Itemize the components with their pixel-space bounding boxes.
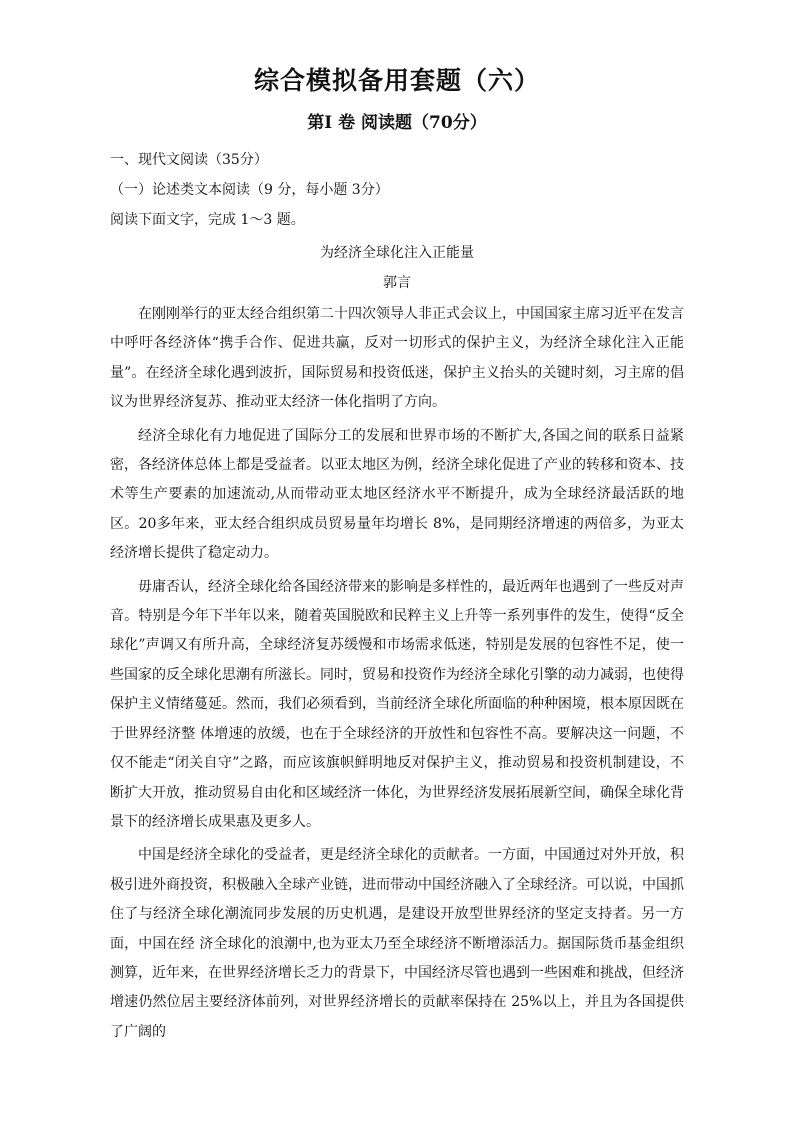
instruction-text: 阅读下面文字，完成 1～3 题。 [110, 212, 305, 228]
paragraph: 中国是经济全球化的受益者，更是经济全球化的贡献者。一方面，中国通过对外开放，积极引进外商投资，积极融入全球产业链，进而带动中国经济融入了全球经济。可以说，中国抓住了与经济全球化潮流同步发展的历史机遇，是建设开放型世界经济的坚定支持者。另一方面，中国在经 济全球化的浪潮中,也为亚太乃至全球经济不断增添活力。据国际货币基金组织测算，近年来，在世界经济增长乏力的背景下，中国经济尽管也遇到一些困难和挑战，但经济增速仍然位居主要经济体前列，对世界经济增长的贡献率保持在 25%以上，并且为各国提供了广阔的 [110, 847, 684, 1040]
paragraph: 在刚刚举行的亚太经合组织第二十四次领导人非正式会议上，中国国家主席习近平在发言中呼吁各经济体“携手合作、促进共赢，反对一切形式的保护主义，为经济全球化注入正能量”。在经济全球化遇到波折，国际贸易和投资低迷，保护主义抬头的关键时刻，习主席的倡议为世界经济复苏、推动亚太经济一体化指明了方向。 [110, 306, 684, 411]
paragraph: 经济全球化有力地促进了国际分工的发展和世界市场的不断扩大,各国之间的联系日益紧密，各经济体总体上都是受益者。以亚太地区为例，经济全球化促进了产业的转移和资本、技术等生产要素的加速流动,从而带动亚太地区经济水平不断提升，成为全球经济最活跃的地区。20多年来，亚太经合组织成员贸易量年均增长 8%，是同期经济增速的两倍多，为亚太经济增长提供了稳定动力。 [110, 427, 684, 562]
document-title: 综合模拟备用套题（六） [253, 66, 540, 95]
part-heading: 一、现代文阅读（35分） [110, 152, 268, 168]
article-author: 郭言 [383, 275, 411, 291]
section-title: 第I 卷 阅读题（70分） [307, 113, 487, 133]
paragraph: 毋庸否认，经济全球化给各国经济带来的影响是多样性的，最近两年也遇到了一些反对声音。特别是今年下半年以来，随着英国脱欧和民粹主义上升等一系列事件的发生，使得“反全球化”声调又有所升高，全球经济复苏缓慢和市场需求低迷，特别是发展的包容性不足，使一些国家的反全球化思潮有所滋长。同时，贸易和投资作为经济全球化引擎的动力减弱，也使得保护主义情绪蔓延。然而，我们必须看到，当前经济全球化所面临的种种困境，根本原因既在于世界经济整 体增速的放缓，也在于全球经济的开放性和包容性不高。要解决这一问题，不仅不能走“闭关自守”之路，而应该旗帜鲜明地反对保护主义，推动贸易和投资机制建设，不断扩大开放，推动贸易自由化和区域经济一体化，为世界经济发展拓展新空间，确保全球化背景下的经济增长成果惠及更多人。 [110, 578, 684, 830]
sub-heading: （一）论述类文本阅读（9 分，每小题 3分） [110, 182, 389, 198]
article-body [110, 300, 684, 1051]
article-title: 为经济全球化注入正能量 [320, 245, 474, 261]
